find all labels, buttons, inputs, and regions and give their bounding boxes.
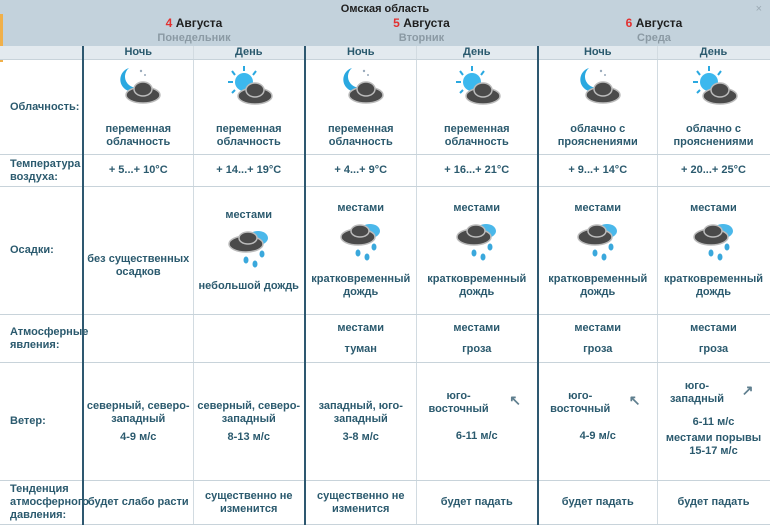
cloud-desc: облачно с прояснениями <box>673 123 754 148</box>
precip-desc: кратковременный дождь <box>664 273 763 298</box>
phenom-desc: туман <box>344 342 377 355</box>
phenom-desc: гроза <box>462 342 492 355</box>
phenom-desc: гроза <box>698 342 729 355</box>
precip-cell <box>416 187 538 315</box>
cloud-cell <box>83 60 193 155</box>
cloud-desc: облачно с прояснениями <box>557 123 638 148</box>
wind-direction: северный, северо-западный <box>197 399 301 425</box>
temp-value: + 20...+ 25°C <box>681 164 746 176</box>
row-label-precip: Осадки: <box>0 187 83 315</box>
rain-cloud-icon <box>419 219 536 265</box>
wind-speed: 6-11 м/с <box>455 429 498 442</box>
precip-cell <box>305 187 416 315</box>
period-night: Ночь <box>538 46 657 60</box>
date-month: Августа <box>403 16 450 30</box>
precip-cell <box>193 187 305 315</box>
phenom-qualifier: местами <box>574 321 622 334</box>
temp-value: + 4...+ 9°C <box>334 164 388 176</box>
precip-desc: кратковременный дождь <box>548 273 648 298</box>
wind-arrow-icon: ↖ <box>509 391 521 408</box>
date-month: Августа <box>175 16 223 30</box>
wind-direction: юго-восточный <box>428 389 489 415</box>
period-day: День <box>657 46 770 60</box>
wind-cell <box>83 363 193 481</box>
wind-cell <box>416 363 538 481</box>
pressure-trend: будет слабо расти <box>87 496 189 508</box>
pressure-cell <box>305 481 416 525</box>
rain-cloud-icon <box>196 226 303 272</box>
cloud-cell <box>305 60 416 155</box>
pressure-trend: будет падать <box>561 496 634 508</box>
pressure-cell <box>193 481 305 525</box>
moon-cloud-icon <box>541 65 655 107</box>
cloud-cell <box>416 60 538 155</box>
precip-desc: кратковременный дождь <box>311 273 411 298</box>
wind-cell <box>657 363 770 481</box>
temp-value: + 9...+ 14°C <box>568 164 628 176</box>
wind-speed: 3-8 м/с <box>342 430 379 443</box>
temp-value: + 16...+ 21°C <box>444 164 510 176</box>
pressure-cell <box>657 481 770 525</box>
precip-cell <box>83 187 193 315</box>
temp-cell <box>305 155 416 187</box>
period-row <box>0 46 770 60</box>
weekday: Понедельник <box>157 32 231 44</box>
cloud-cell <box>657 60 770 155</box>
pressure-trend: будет падать <box>677 496 750 508</box>
wind-speed: 6-11 м/с <box>692 415 735 428</box>
date-number: 4 <box>165 16 173 30</box>
precip-cell <box>657 187 770 315</box>
pressure-cell <box>416 481 538 525</box>
region-title: Омская область <box>340 3 430 15</box>
cloud-row <box>0 60 770 155</box>
phenom-desc: гроза <box>583 342 613 355</box>
wind-direction: западный, юго-западный <box>318 399 403 425</box>
precip-qualifier: местами <box>574 202 622 214</box>
cloud-desc: переменная облачность <box>443 123 510 148</box>
phenom-cell <box>416 315 538 363</box>
close-icon[interactable]: × <box>755 3 762 15</box>
cloud-cell <box>193 60 305 155</box>
precip-row <box>0 187 770 315</box>
sun-cloud-icon <box>196 65 303 107</box>
moon-cloud-icon <box>86 65 191 107</box>
pressure-trend: существенно не изменится <box>316 489 405 515</box>
wind-row <box>0 363 770 481</box>
period-day: День <box>193 46 305 60</box>
cloud-desc: переменная облачность <box>327 123 394 148</box>
day-header-2 <box>305 16 538 44</box>
period-night: Ночь <box>83 46 193 60</box>
precip-qualifier: местами <box>337 202 385 214</box>
phenom-row <box>0 315 770 363</box>
forecast-header <box>0 0 770 46</box>
wind-speed: 4-9 м/с <box>579 429 616 442</box>
phenom-cell <box>193 315 305 363</box>
day-header-1 <box>83 16 305 44</box>
row-label-wind: Ветер: <box>0 363 83 481</box>
phenom-qualifier: местами <box>453 321 501 334</box>
pressure-trend: существенно не изменится <box>204 489 293 515</box>
weekday: Среда <box>637 32 671 44</box>
period-day: День <box>416 46 538 60</box>
wind-direction: северный, северо-западный <box>86 399 190 425</box>
wind-cell <box>305 363 416 481</box>
temp-cell <box>193 155 305 187</box>
pressure-cell <box>83 481 193 525</box>
temp-cell <box>657 155 770 187</box>
temp-value: + 5...+ 10°C <box>108 164 168 176</box>
temp-cell <box>538 155 657 187</box>
precip-desc: без существенных осадков <box>87 252 190 278</box>
wind-cell <box>193 363 305 481</box>
rain-cloud-icon <box>660 219 768 265</box>
phenom-cell <box>657 315 770 363</box>
row-label-pressure: Тенденция атмосферного давления: <box>0 481 83 525</box>
phenom-qualifier: местами <box>690 321 737 334</box>
precip-cell <box>538 187 657 315</box>
rain-cloud-icon <box>541 219 655 265</box>
wind-cell <box>538 363 657 481</box>
wind-direction: юго-западный <box>669 379 724 405</box>
forecast-table <box>0 46 770 525</box>
temp-cell <box>416 155 538 187</box>
precip-desc: кратковременный дождь <box>427 273 527 298</box>
precip-qualifier: местами <box>453 202 501 214</box>
period-night: Ночь <box>305 46 416 60</box>
row-label-phenom: Атмосферные явления: <box>0 315 83 363</box>
temp-cell <box>83 155 193 187</box>
wind-arrow-icon: ↖ <box>628 391 641 408</box>
temp-row <box>0 155 770 187</box>
wind-arrow-icon: ↗ <box>741 381 754 398</box>
rain-cloud-icon <box>308 219 414 265</box>
pressure-trend: будет падать <box>440 496 513 508</box>
date-number: 6 <box>625 16 633 30</box>
wind-gusts: местами порывы 15-17 м/с <box>665 431 762 457</box>
precip-qualifier: местами <box>690 202 737 214</box>
cloud-desc: переменная облачность <box>105 123 172 148</box>
day-header-3 <box>538 16 770 44</box>
precip-qualifier: местами <box>225 208 273 221</box>
pressure-row <box>0 481 770 525</box>
phenom-cell <box>538 315 657 363</box>
sun-cloud-icon <box>660 65 768 107</box>
row-label-temp: Температура воздуха: <box>0 155 83 187</box>
cloud-desc: переменная облачность <box>215 123 282 148</box>
cloud-cell <box>538 60 657 155</box>
weekday: Вторник <box>398 32 445 44</box>
pressure-cell <box>538 481 657 525</box>
date-number: 5 <box>393 16 400 30</box>
sun-cloud-icon <box>419 65 536 107</box>
phenom-cell <box>83 315 193 363</box>
wind-speed: 4-9 м/с <box>120 430 157 443</box>
wind-direction: юго-восточный <box>550 389 611 415</box>
row-label-cloud: Облачность: <box>0 60 83 155</box>
phenom-cell <box>305 315 416 363</box>
date-month: Августа <box>635 16 683 30</box>
phenom-qualifier: местами <box>337 321 385 334</box>
moon-cloud-icon <box>308 65 414 107</box>
temp-value: + 14...+ 19°C <box>216 164 282 176</box>
wind-speed: 8-13 м/с <box>227 430 270 443</box>
precip-desc: небольшой дождь <box>198 279 299 292</box>
